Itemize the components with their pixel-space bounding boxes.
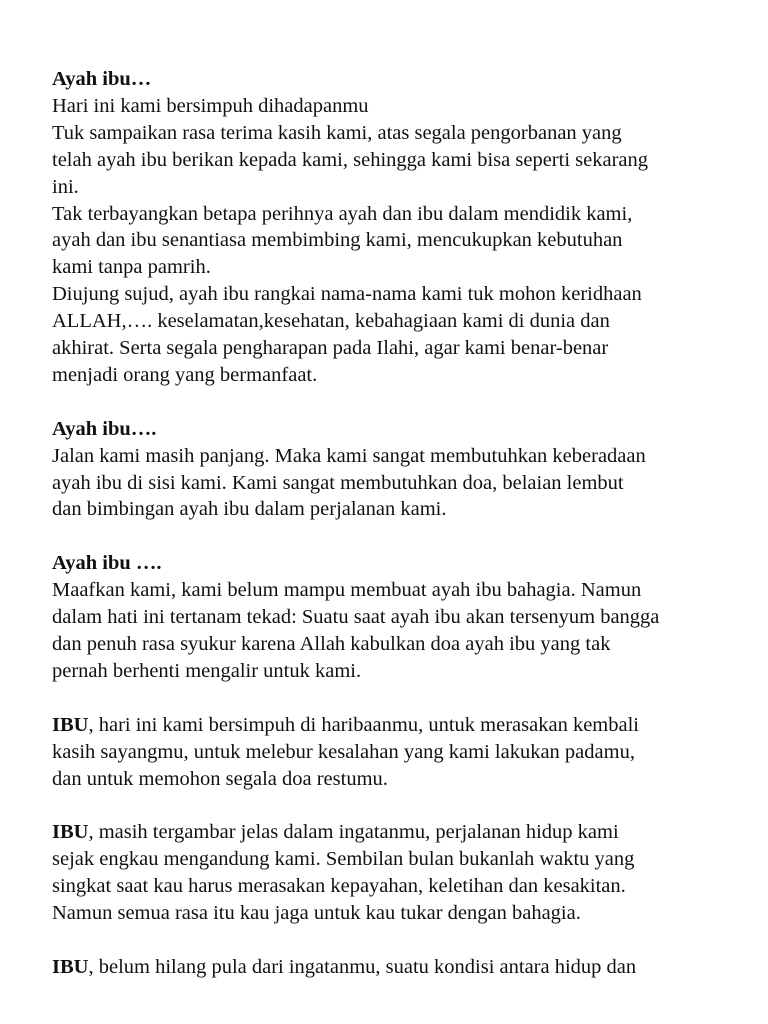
text-line: Maafkan kami, kami belum mampu membuat ayah ibu bahagia. Namun (52, 579, 642, 602)
section-ayah-ibu-2 (52, 416, 742, 524)
text-line (52, 819, 742, 846)
lead-word: IBU (52, 713, 89, 736)
text-line: singkat saat kau harus merasakan kepayahan, keletihan dan kesakitan. (52, 875, 626, 898)
text-line: Hari ini kami bersimpuh dihadapanmu (52, 94, 369, 117)
lead-word: IBU (52, 821, 89, 844)
text-line (52, 712, 742, 739)
first-line-rest: , belum hilang pula dari ingatanmu, suatu kondisi antara hidup dan (88, 955, 637, 978)
section-heading: Ayah ibu …. (52, 552, 162, 575)
text-line: kasih sayangmu, untuk melebur kesalahan yang kami lakukan padamu, (52, 740, 635, 763)
text-line: Diujung sujud, ayah ibu rangkai nama-nama kami tuk mohon keridhaan (52, 283, 642, 306)
section-ayah-ibu-3 (52, 550, 742, 685)
text-line: ayah dan ibu senantiasa membimbing kami, mencukupkan kebutuhan (52, 229, 623, 252)
section-heading: Ayah ibu… (52, 68, 152, 90)
text-line: dan penuh rasa syukur karena Allah kabulkan doa ayah ibu yang tak (52, 633, 611, 655)
text-line: telah ayah ibu berikan kepada kami, sehingga kami bisa seperti sekarang (52, 148, 648, 171)
section-ibu-2 (52, 819, 742, 927)
text-line: kami tanpa pamrih. (52, 256, 211, 279)
section-ibu-3 (52, 954, 742, 981)
section-ibu-1 (52, 712, 742, 793)
text-line: Namun semua rasa itu kau jaga untuk kau tukar dengan bahagia. (52, 902, 581, 925)
text-line: Jalan kami masih panjang. Maka kami sangat membutuhkan keberadaan (52, 444, 646, 467)
text-line (52, 954, 742, 981)
first-line-rest: , masih tergambar jelas dalam ingatanmu, perjalanan hidup kami (88, 821, 619, 844)
text-line: ini. (52, 175, 79, 198)
text-line: dan untuk memohon segala doa restumu. (52, 767, 388, 790)
text-line: ALLAH,…. keselamatan,kesehatan, kebahagiaan kami di dunia dan (52, 310, 610, 333)
text-line: dan bimbingan ayah ibu dalam perjalanan kami. (52, 498, 447, 521)
lead-word: IBU (52, 955, 89, 978)
text-line: akhirat. Serta segala pengharapan pada Ilahi, agar kami benar-benar (52, 337, 609, 360)
document-page (52, 66, 742, 1008)
section-ayah-ibu-1 (52, 66, 742, 389)
section-heading: Ayah ibu…. (52, 417, 157, 440)
text-line: Tuk sampaikan rasa terima kasih kami, atas segala pengorbanan yang (52, 121, 622, 144)
text-line: pernah berhenti mengalir untuk kami. (52, 659, 362, 682)
text-line: menjadi orang yang bermanfaat. (52, 363, 318, 386)
text-line: Tak terbayangkan betapa perihnya ayah dan ibu dalam mendidik kami, (52, 202, 633, 225)
text-line: dalam hati ini tertanam tekad: Suatu saat ayah ibu akan tersenyum bangga (52, 606, 660, 629)
text-line: sejak engkau mengandung kami. Sembilan bulan bukanlah waktu yang (52, 848, 635, 871)
first-line-rest: , hari ini kami bersimpuh di haribaanmu, untuk merasakan kembali (88, 713, 639, 736)
text-line: ayah ibu di sisi kami. Kami sangat membutuhkan doa, belaian lembut (52, 471, 624, 494)
